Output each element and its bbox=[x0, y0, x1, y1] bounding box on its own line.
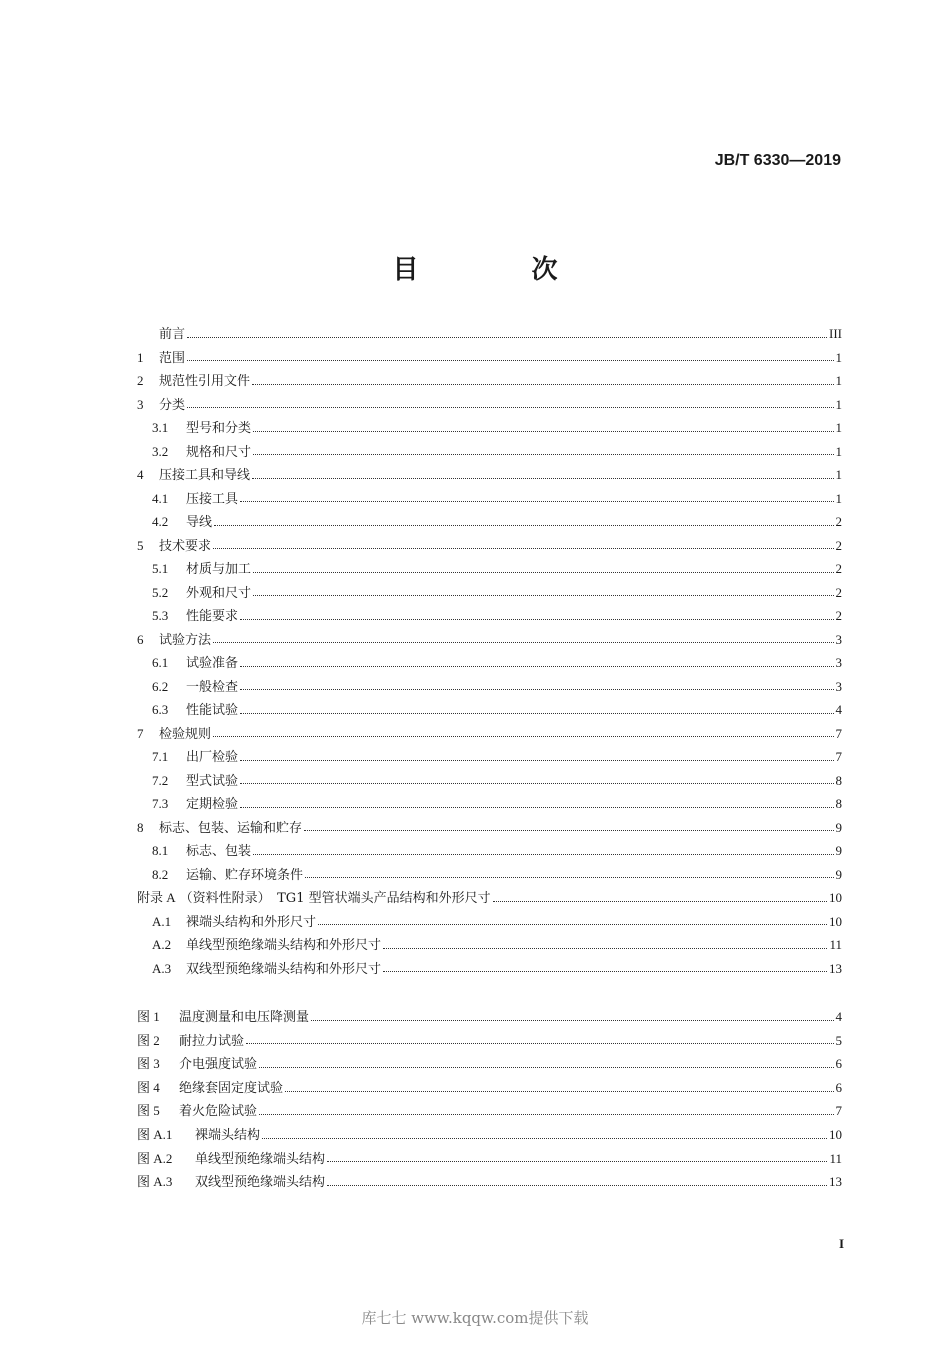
entry-title: 双线型预绝缘端头结构 bbox=[195, 1175, 326, 1191]
entry-number: 8.1 bbox=[152, 843, 169, 858]
entry-page-number: 8 bbox=[835, 772, 842, 788]
toc-entry[interactable] bbox=[137, 346, 842, 370]
toc-entry[interactable] bbox=[137, 581, 842, 605]
entry-title: 温度测量和电压降测量 bbox=[179, 1010, 310, 1025]
dot-leader bbox=[213, 735, 833, 737]
toc-entry[interactable] bbox=[137, 416, 842, 440]
entry-page-number: 9 bbox=[835, 819, 842, 835]
toc-entry[interactable] bbox=[137, 322, 842, 346]
entry-title: 范围 bbox=[159, 350, 186, 366]
dot-leader bbox=[318, 923, 827, 925]
entry-page-number: 13 bbox=[829, 1174, 842, 1190]
toc-entry[interactable] bbox=[137, 675, 842, 699]
list-of-figures bbox=[137, 1005, 842, 1194]
entry-title: （资料性附录） TG1 型管状端头产品结构和外形尺寸 bbox=[179, 891, 491, 906]
entry-title: 标志、包装 bbox=[186, 844, 252, 859]
entry-page-number: 1 bbox=[835, 420, 842, 435]
watermark: 库七七 www.kqqw.com提供下载 bbox=[361, 1309, 589, 1327]
toc-entry[interactable] bbox=[137, 604, 842, 628]
entry-number: 8 bbox=[137, 819, 144, 835]
entry-page-number: 11 bbox=[829, 1150, 842, 1166]
dot-leader bbox=[240, 500, 833, 502]
dot-leader bbox=[305, 876, 833, 878]
entry-page-number: 1 bbox=[835, 396, 842, 412]
toc-entry[interactable] bbox=[137, 557, 842, 581]
figure-entry[interactable] bbox=[137, 1170, 842, 1194]
toc-entry[interactable] bbox=[137, 463, 842, 487]
entry-page-number: 2 bbox=[835, 561, 842, 576]
toc-entry[interactable] bbox=[137, 769, 842, 793]
entry-number: 7.2 bbox=[152, 772, 169, 788]
figure-entry[interactable] bbox=[137, 1005, 842, 1029]
entry-number: 4 bbox=[137, 467, 144, 482]
entry-page-number: 1 bbox=[835, 349, 842, 365]
toc-entry[interactable] bbox=[137, 816, 842, 840]
figure-entry[interactable] bbox=[137, 1052, 842, 1076]
entry-page-number: 4 bbox=[835, 1009, 842, 1024]
dot-leader bbox=[383, 970, 827, 972]
dot-leader bbox=[253, 571, 833, 573]
entry-page-number: 9 bbox=[835, 866, 842, 882]
dot-leader bbox=[240, 782, 833, 784]
dot-leader bbox=[213, 641, 833, 643]
dot-leader bbox=[253, 453, 833, 455]
entry-page-number: 8 bbox=[835, 796, 842, 811]
entry-title: 规格和尺寸 bbox=[186, 444, 252, 460]
entry-title: 试验准备 bbox=[186, 656, 239, 671]
entry-title: 介电强度试验 bbox=[179, 1057, 258, 1073]
entry-number: 3.2 bbox=[152, 443, 169, 459]
toc-entry[interactable] bbox=[137, 369, 842, 393]
entry-number: 图 A.3 bbox=[137, 1174, 173, 1190]
entry-number: 图 2 bbox=[137, 1032, 160, 1048]
page-title: 目 次 bbox=[392, 255, 610, 285]
entry-title: 压接工具 bbox=[186, 491, 239, 507]
dot-leader bbox=[327, 1184, 827, 1186]
entry-title: 着火危险试验 bbox=[179, 1104, 258, 1120]
dot-leader bbox=[187, 406, 833, 408]
toc-entry[interactable] bbox=[137, 933, 842, 957]
figure-entry[interactable] bbox=[137, 1147, 842, 1171]
standard-number: JB/T 6330—2019 bbox=[714, 152, 841, 169]
entry-title: 外观和尺寸 bbox=[186, 585, 252, 601]
entry-title: 压接工具和导线 bbox=[159, 468, 251, 483]
entry-title: 规范性引用文件 bbox=[159, 374, 251, 389]
entry-page-number: 2 bbox=[835, 537, 842, 553]
entry-page-number: 10 bbox=[829, 1126, 842, 1142]
entry-title: 双线型预绝缘端头结构和外形尺寸 bbox=[186, 961, 382, 977]
toc-entry[interactable] bbox=[137, 745, 842, 769]
entry-number: 6.3 bbox=[152, 702, 169, 717]
entry-number: 5 bbox=[137, 537, 144, 553]
dot-leader bbox=[214, 524, 833, 526]
entry-number: 2 bbox=[137, 373, 144, 388]
entry-number: 图 3 bbox=[137, 1056, 160, 1072]
dot-leader bbox=[253, 853, 833, 855]
figure-entry[interactable] bbox=[137, 1076, 842, 1100]
entry-title: 性能要求 bbox=[186, 609, 239, 624]
entry-number: A.2 bbox=[152, 937, 172, 952]
entry-title: 单线型预绝缘端头结构和外形尺寸 bbox=[186, 938, 382, 953]
entry-number: 图 4 bbox=[137, 1079, 160, 1095]
dot-leader bbox=[383, 947, 827, 949]
figure-entry[interactable] bbox=[137, 1123, 842, 1147]
toc-entry[interactable] bbox=[137, 628, 842, 652]
entry-number: 6 bbox=[137, 631, 144, 647]
dot-leader bbox=[240, 712, 833, 714]
page-number: I bbox=[838, 1236, 844, 1251]
entry-number: 8.2 bbox=[152, 866, 169, 882]
toc-entry[interactable] bbox=[137, 698, 842, 722]
entry-title: 型式试验 bbox=[186, 773, 239, 789]
toc-entry[interactable] bbox=[137, 440, 842, 464]
entry-number: 1 bbox=[137, 349, 144, 365]
entry-number: 4.2 bbox=[152, 514, 169, 529]
entry-number: 图 1 bbox=[137, 1009, 160, 1024]
entry-title: 技术要求 bbox=[159, 538, 212, 554]
dot-leader bbox=[240, 665, 833, 667]
dot-leader bbox=[493, 900, 827, 902]
table-of-contents bbox=[137, 322, 842, 980]
dot-leader bbox=[253, 594, 833, 596]
entry-number: 7.1 bbox=[152, 749, 169, 764]
entry-title: 标志、包装、运输和贮存 bbox=[159, 820, 303, 836]
toc-entry[interactable] bbox=[137, 910, 842, 934]
entry-page-number: 9 bbox=[835, 843, 842, 858]
entry-number: 7 bbox=[137, 725, 144, 741]
dot-leader bbox=[259, 1113, 833, 1115]
dot-leader bbox=[240, 688, 833, 690]
entry-page-number: 10 bbox=[829, 913, 842, 929]
entry-page-number: 7 bbox=[835, 1103, 842, 1119]
entry-title: 材质与加工 bbox=[186, 562, 252, 577]
dot-leader bbox=[240, 618, 833, 620]
entry-page-number: 10 bbox=[829, 890, 842, 905]
entry-number: A.3 bbox=[152, 960, 172, 976]
entry-title: 裸端头结构 bbox=[195, 1127, 261, 1143]
toc-entry[interactable] bbox=[137, 792, 842, 816]
dot-leader bbox=[213, 547, 833, 549]
entry-number: 5.1 bbox=[152, 561, 169, 576]
entry-page-number: III bbox=[829, 326, 842, 341]
entry-page-number: 5 bbox=[835, 1032, 842, 1048]
entry-page-number: 1 bbox=[835, 490, 842, 506]
entry-title: 单线型预绝缘端头结构 bbox=[195, 1151, 326, 1167]
dot-leader bbox=[187, 336, 827, 338]
entry-number: 5.3 bbox=[152, 608, 169, 623]
entry-number: 图 5 bbox=[137, 1103, 160, 1119]
entry-number: 图 A.1 bbox=[137, 1126, 173, 1142]
entry-page-number: 7 bbox=[835, 749, 842, 764]
dot-leader bbox=[187, 359, 833, 361]
entry-page-number: 2 bbox=[835, 608, 842, 623]
dot-leader bbox=[311, 1019, 833, 1021]
toc-entry[interactable] bbox=[137, 393, 842, 417]
entry-title: 前言 bbox=[159, 327, 186, 342]
entry-title: 耐拉力试验 bbox=[179, 1033, 245, 1049]
entry-title: 型号和分类 bbox=[186, 421, 252, 436]
dot-leader bbox=[327, 1160, 827, 1162]
entry-page-number: 11 bbox=[829, 937, 842, 952]
dot-leader bbox=[240, 759, 833, 761]
dot-leader bbox=[252, 383, 833, 385]
entry-number: 7.3 bbox=[152, 796, 169, 811]
toc-entry[interactable] bbox=[137, 839, 842, 863]
dot-leader bbox=[285, 1090, 833, 1092]
entry-page-number: 6 bbox=[835, 1056, 842, 1072]
dot-leader bbox=[240, 806, 833, 808]
entry-page-number: 1 bbox=[835, 373, 842, 388]
entry-page-number: 6 bbox=[835, 1079, 842, 1095]
dot-leader bbox=[262, 1137, 827, 1139]
entry-title: 试验方法 bbox=[159, 632, 212, 648]
entry-page-number: 1 bbox=[835, 443, 842, 459]
entry-title: 定期检验 bbox=[186, 797, 239, 812]
entry-page-number: 1 bbox=[835, 467, 842, 482]
entry-title: 导线 bbox=[186, 515, 213, 530]
toc-entry[interactable] bbox=[137, 651, 842, 675]
entry-page-number: 2 bbox=[835, 514, 842, 529]
entry-title: 分类 bbox=[159, 397, 186, 413]
toc-entry[interactable] bbox=[137, 722, 842, 746]
entry-page-number: 4 bbox=[835, 702, 842, 717]
entry-title: 绝缘套固定度试验 bbox=[179, 1080, 284, 1096]
dot-leader bbox=[304, 829, 833, 831]
entry-number: 4.1 bbox=[152, 490, 169, 506]
dot-leader bbox=[246, 1042, 833, 1044]
entry-page-number: 3 bbox=[835, 631, 842, 647]
entry-number: 图 A.2 bbox=[137, 1150, 173, 1166]
entry-title: 裸端头结构和外形尺寸 bbox=[186, 914, 317, 930]
dot-leader bbox=[252, 477, 833, 479]
entry-number: 3.1 bbox=[152, 420, 169, 435]
entry-title: 出厂检验 bbox=[186, 750, 239, 765]
toc-entry[interactable] bbox=[137, 957, 842, 981]
figure-entry[interactable] bbox=[137, 1099, 842, 1123]
entry-title: 检验规则 bbox=[159, 726, 212, 742]
toc-entry[interactable] bbox=[137, 510, 842, 534]
toc-entry[interactable] bbox=[137, 534, 842, 558]
entry-page-number: 2 bbox=[835, 584, 842, 600]
entry-number: 6.1 bbox=[152, 655, 169, 670]
entry-number: A.1 bbox=[152, 913, 172, 929]
entry-page-number: 3 bbox=[835, 678, 842, 694]
entry-number: 3 bbox=[137, 396, 144, 412]
entry-page-number: 3 bbox=[835, 655, 842, 670]
entry-page-number: 7 bbox=[835, 725, 842, 741]
entry-title: 性能试验 bbox=[186, 703, 239, 718]
dot-leader bbox=[259, 1066, 833, 1068]
entry-number: 6.2 bbox=[152, 678, 169, 694]
entry-number: 附录 A bbox=[137, 890, 176, 905]
figure-entry[interactable] bbox=[137, 1029, 842, 1053]
toc-entry[interactable] bbox=[137, 487, 842, 511]
entry-title: 运输、贮存环境条件 bbox=[186, 867, 304, 883]
dot-leader bbox=[253, 430, 833, 432]
entry-page-number: 13 bbox=[829, 960, 842, 976]
toc-entry[interactable] bbox=[137, 863, 842, 887]
entry-title: 一般检查 bbox=[186, 679, 239, 695]
entry-number: 5.2 bbox=[152, 584, 169, 600]
toc-entry[interactable] bbox=[137, 886, 842, 910]
